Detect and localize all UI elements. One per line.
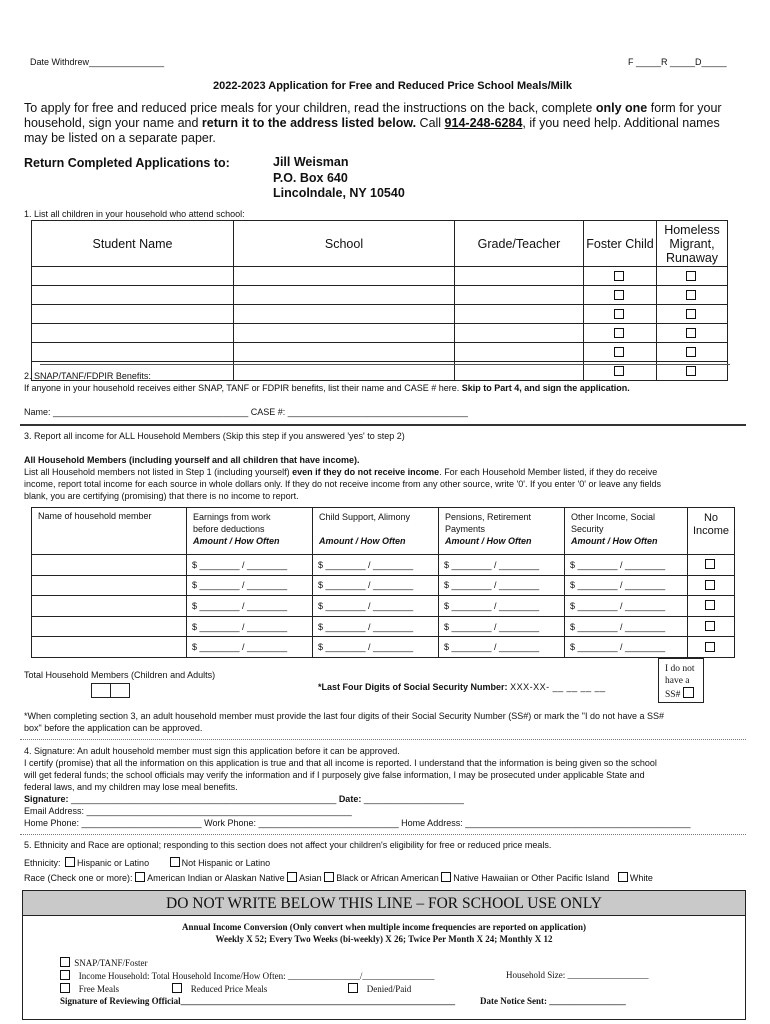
table-row[interactable]: $ ________ / ________ $ ________ / ________ $ ________ / ________ $ ________ / ________: [32, 616, 735, 637]
foster-checkbox[interactable]: [614, 328, 624, 338]
table-row[interactable]: [32, 305, 728, 324]
no-ssn-checkbox[interactable]: [683, 687, 694, 698]
table-row[interactable]: $ ________ / ________ $ ________ / ________ $ ________ / ________ $ ________ / ________: [32, 555, 735, 576]
foster-checkbox[interactable]: [614, 271, 624, 281]
ssn-field[interactable]: *Last Four Digits of Social Security Number: XXX-XX- __ __ __ __: [318, 682, 606, 692]
office-use-banner: DO NOT WRITE BELOW THIS LINE – FOR SCHOOL USE ONLY: [22, 890, 746, 916]
office-household-size[interactable]: Household Size: __________________: [506, 970, 649, 980]
foster-checkbox[interactable]: [614, 309, 624, 319]
total-members-label: Total Household Members (Children and Adults): [24, 670, 216, 680]
children-table: [31, 220, 728, 381]
total-members-box-1[interactable]: [91, 683, 111, 698]
col-no-income: No Income: [688, 508, 735, 555]
white-checkbox[interactable]: [618, 872, 628, 882]
office-notice-date[interactable]: Date Notice Sent: _________________: [480, 996, 626, 1006]
homeless-checkbox[interactable]: [686, 271, 696, 281]
foster-checkbox[interactable]: [614, 366, 624, 376]
homeless-checkbox[interactable]: [686, 309, 696, 319]
ssn-note: *When completing section 3, an adult household member must provide the last four digits of their Social Security Number (SS#) or mark the "I do not have a SS# box" before the application can be approved.: [24, 711, 665, 733]
race-row: Race (Check one or more): American Indian or Alaskan Native Asian Black or African American Native Hawaiian or Other Pacific Island White: [24, 873, 653, 883]
table-row[interactable]: [32, 267, 728, 286]
phone-address-fields[interactable]: Home Phone: ________________________ Work Phone: ____________________________ Home Address: _____________________________________________: [24, 818, 691, 828]
col-other-income: Other Income, Social Security Amount / How Often: [565, 508, 688, 555]
office-income: Income Household: Total Household Income/How Often: ________________/________________: [60, 970, 434, 981]
homeless-checkbox[interactable]: [686, 366, 696, 376]
help-phone: 914-248-6284: [444, 116, 523, 130]
no-income-checkbox[interactable]: [705, 642, 715, 652]
step2-text: If anyone in your household receives either SNAP, TANF or FDPIR benefits, list their name and CASE # here. Skip to Part 4, and sign the application.: [24, 383, 630, 393]
date-withdrew[interactable]: Date Withdrew_______________: [30, 57, 165, 67]
table-row[interactable]: $ ________ / ________ $ ________ / ________ $ ________ / ________ $ ________ / ________: [32, 596, 735, 617]
pacific-islander-checkbox[interactable]: [441, 872, 451, 882]
not-hispanic-checkbox[interactable]: [170, 857, 180, 867]
no-income-checkbox[interactable]: [705, 600, 715, 610]
col-earnings: Earnings from work before deductions Amount / How Often: [187, 508, 313, 555]
col-pensions: Pensions, Retirement Payments Amount / How Often: [439, 508, 565, 555]
income-conversion: Annual Income Conversion (Only convert when multiple income frequencies are reported on application) Weekly X 52; Every Two Weeks (bi-weekly) X 26; Twice Per Month X 24; Monthly X 12: [182, 922, 586, 944]
no-income-checkbox[interactable]: [705, 621, 715, 631]
no-ssn-box[interactable]: I do not have a SS#: [658, 658, 704, 703]
american-indian-checkbox[interactable]: [135, 872, 145, 882]
asian-checkbox[interactable]: [287, 872, 297, 882]
office-denied: Denied/Paid: [348, 983, 411, 994]
homeless-checkbox[interactable]: [686, 328, 696, 338]
table-row[interactable]: [32, 324, 728, 343]
no-income-checkbox[interactable]: [705, 559, 715, 569]
denied-checkbox[interactable]: [348, 983, 358, 993]
free-meals-checkbox[interactable]: [60, 983, 70, 993]
foster-checkbox[interactable]: [614, 347, 624, 357]
homeless-checkbox[interactable]: [686, 290, 696, 300]
snap-name-case-fields[interactable]: Name: _______________________________________ CASE #: ____________________________________: [24, 407, 468, 417]
divider: [20, 424, 746, 426]
foster-checkbox[interactable]: [614, 290, 624, 300]
col-foster-child: Foster Child: [584, 221, 657, 267]
col-grade-teacher: Grade/Teacher: [455, 221, 584, 267]
table-row[interactable]: $ ________ / ________ $ ________ / ________ $ ________ / ________ $ ________ / ________: [32, 637, 735, 658]
total-members-box-2[interactable]: [110, 683, 130, 698]
office-reduced: Reduced Price Meals: [172, 983, 267, 994]
col-household-member: Name of household member: [32, 508, 187, 555]
step5-heading: 5. Ethnicity and Race are optional; responding to this section does not affect your children's eligibility for free or reduced price meals.: [24, 840, 552, 850]
no-income-checkbox[interactable]: [705, 580, 715, 590]
return-label: Return Completed Applications to:: [24, 156, 230, 170]
reduced-meals-checkbox[interactable]: [172, 983, 182, 993]
table-row[interactable]: [32, 343, 728, 362]
ethnicity-row: Ethnicity: Hispanic or Latino Not Hispanic or Latino: [24, 858, 271, 868]
snap-office-checkbox[interactable]: [60, 957, 70, 967]
signature-field[interactable]: Signature: _____________________________________________________ Date: ____________________: [24, 794, 464, 804]
return-address: Jill Weisman P.O. Box 640 Lincolndale, NY 10540: [273, 155, 405, 200]
table-row[interactable]: $ ________ / ________ $ ________ / ________ $ ________ / ________ $ ________ / ________: [32, 575, 735, 596]
col-school: School: [234, 221, 455, 267]
step3-heading: 3. Report all income for ALL Household Members (Skip this step if you answered 'yes' to step 2): [24, 431, 405, 441]
step4-certification: 4. Signature: An adult household member must sign this application before it can be approved. I certify (promise) that all the information on this application is true and that all income is reported. I understand that the information is being given so the school will get federal funds; the school officials may verify the information and if I purposely give false information, I may be prosecuted under applicable State and federal laws, and my children may lose meal benefits.: [24, 746, 657, 792]
step3-instructions: All Household Members (including yourself and all children that have income). List all Household members not listed in Step 1 (including yourself) even if they do not receive income. For each Household Member listed, if they do receive income, report total income for each source in whole dollars only. If they do not receive income from any other source, write '0'. If you enter '0' or leave any fields blank, you are certifying (promising) that there is no income to report.: [24, 455, 662, 501]
divider: [20, 834, 746, 835]
divider: [40, 364, 730, 365]
frd-codes[interactable]: F _____R _____D_____: [628, 57, 727, 67]
intro-paragraph: To apply for free and reduced price meals for your children, read the instructions on the back, complete only one form for your household, sign your name and return it to the address listed below. Call 914-248-6284, if you need help. Additional names may be listed on a separate paper.: [24, 101, 722, 145]
office-snap: SNAP/TANF/Foster: [60, 957, 148, 968]
income-household-checkbox[interactable]: [60, 970, 70, 980]
hispanic-checkbox[interactable]: [65, 857, 75, 867]
income-table: [31, 507, 735, 658]
table-row[interactable]: [32, 286, 728, 305]
col-homeless: Homeless Migrant, Runaway: [657, 221, 728, 267]
office-free: Free Meals: [60, 983, 119, 994]
page-title: 2022-2023 Application for Free and Reduced Price School Meals/Milk: [213, 80, 573, 92]
step2-heading: 2. SNAP/TANF/FDPIR Benefits:: [24, 371, 151, 381]
homeless-checkbox[interactable]: [686, 347, 696, 357]
black-checkbox[interactable]: [324, 872, 334, 882]
office-reviewer-signature[interactable]: Signature of Reviewing Official_____________________________________________________________: [60, 996, 456, 1006]
col-child-support: Child Support, Alimony Amount / How Often: [313, 508, 439, 555]
divider: [20, 739, 746, 740]
col-student-name: Student Name: [32, 221, 234, 267]
step1-label: 1. List all children in your household who attend school:: [24, 209, 245, 219]
email-field[interactable]: Email Address: _____________________________________________________: [24, 806, 352, 816]
